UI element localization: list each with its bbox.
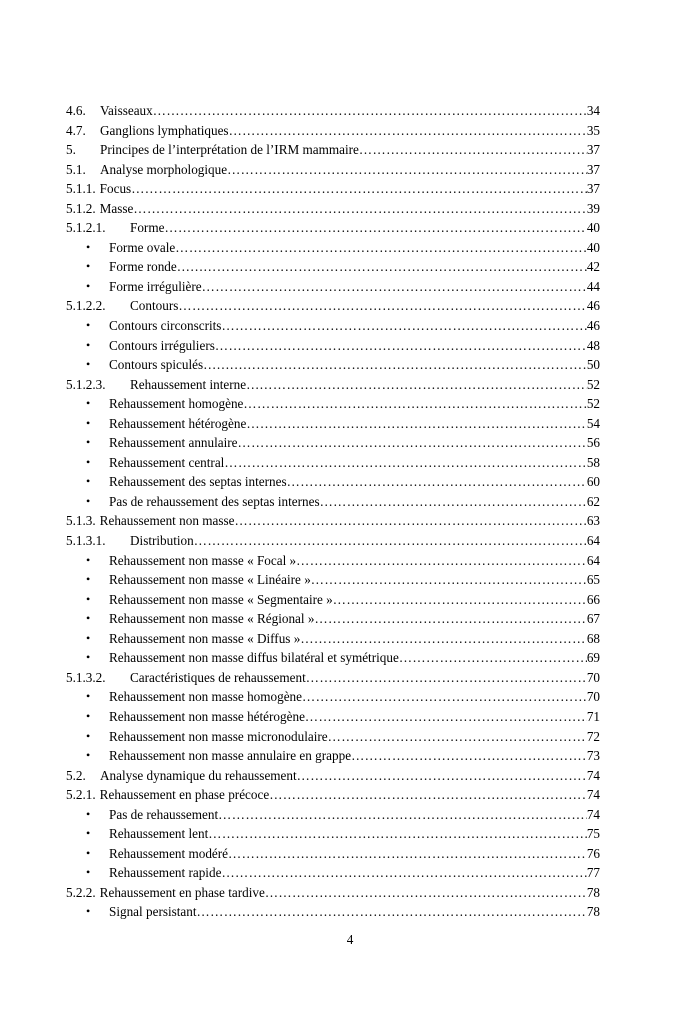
toc-entry bbox=[66, 531, 600, 551]
toc-entry-page: 78 bbox=[586, 884, 600, 900]
toc-entry-title: Rehaussement rapide bbox=[109, 865, 222, 881]
toc-entry-page: 75 bbox=[586, 826, 600, 842]
toc-entry bbox=[66, 746, 600, 766]
dot-leader bbox=[243, 355, 587, 375]
toc-entry-page: 68 bbox=[586, 630, 600, 646]
bullet-icon: • bbox=[86, 493, 91, 508]
toc-entry-title: Ganglions lymphatiques bbox=[100, 122, 229, 138]
toc-entry-page: 77 bbox=[586, 865, 600, 881]
toc-entry bbox=[66, 218, 600, 238]
toc-entry-page: 60 bbox=[586, 474, 600, 490]
toc-entry-title: Rehaussement annulaire bbox=[109, 435, 238, 451]
toc-entry bbox=[66, 511, 600, 531]
toc-entry-page: 76 bbox=[586, 845, 600, 861]
toc-entry-page: 70 bbox=[586, 669, 600, 685]
toc-entry-page: 37 bbox=[586, 161, 600, 177]
toc-entry-number: 5.1.2.1. bbox=[66, 220, 106, 236]
bullet-icon: • bbox=[86, 318, 91, 333]
bullet-icon: • bbox=[86, 454, 91, 469]
dot-leader bbox=[238, 433, 587, 453]
dot-leader bbox=[221, 863, 586, 883]
page-number: 4 bbox=[346, 932, 354, 947]
dot-leader bbox=[202, 277, 587, 297]
dot-leader bbox=[297, 766, 587, 786]
toc-entry bbox=[66, 629, 600, 649]
toc-entry bbox=[66, 687, 600, 707]
toc-entry-title: Focus bbox=[99, 181, 132, 197]
toc-entry bbox=[66, 121, 600, 141]
toc-entry-title: Caractéristiques de rehaussement bbox=[130, 669, 306, 685]
table-of-contents bbox=[66, 101, 600, 922]
toc-entry-title: Rehaussement non masse micronodulaire bbox=[109, 728, 328, 744]
dot-leader bbox=[131, 179, 587, 199]
toc-entry-title: Rehaussement non masse « Focal » bbox=[109, 552, 297, 568]
toc-entry-number: 5.2.2. bbox=[66, 884, 96, 900]
toc-entry-page: 74 bbox=[586, 806, 600, 822]
toc-entry-title: Rehaussement non masse hétérogène bbox=[109, 708, 305, 724]
dot-leader bbox=[311, 570, 587, 590]
toc-entry-title: Analyse dynamique du rehaussement bbox=[100, 767, 297, 783]
dot-leader bbox=[328, 727, 587, 747]
toc-entry-number: 5.1.2.3. bbox=[66, 376, 106, 392]
toc-entry bbox=[66, 316, 600, 336]
toc-entry-title: Forme bbox=[130, 220, 165, 236]
toc-entry bbox=[66, 433, 600, 453]
toc-entry-number: 5.2. bbox=[66, 767, 86, 783]
toc-entry-page: 65 bbox=[586, 572, 600, 588]
dot-leader bbox=[265, 883, 587, 903]
toc-entry bbox=[66, 648, 600, 668]
dot-leader bbox=[229, 121, 587, 141]
toc-entry-title: Rehaussement non masse annulaire en grappe bbox=[109, 748, 352, 764]
toc-entry-title: Analyse morphologique bbox=[100, 161, 228, 177]
toc-entry-title: Rehaussement non masse « Linéaire » bbox=[109, 572, 311, 588]
bullet-icon: • bbox=[86, 845, 91, 860]
toc-entry-page: 34 bbox=[586, 103, 600, 118]
bullet-icon: • bbox=[86, 357, 91, 372]
toc-entry-title: Rehaussement modéré bbox=[109, 845, 229, 861]
toc-entry bbox=[66, 394, 600, 414]
toc-entry-title: Masse bbox=[99, 200, 134, 216]
toc-entry-page: 52 bbox=[586, 376, 600, 392]
dot-leader bbox=[234, 511, 586, 531]
bullet-icon: • bbox=[86, 689, 91, 704]
dot-leader bbox=[208, 824, 587, 844]
toc-entry-page: 78 bbox=[586, 904, 600, 920]
toc-entry-page: 48 bbox=[586, 337, 600, 353]
toc-entry bbox=[66, 375, 600, 395]
toc-entry-page: 74 bbox=[586, 787, 600, 803]
bullet-icon: • bbox=[86, 278, 91, 293]
dot-leader bbox=[224, 453, 586, 473]
dot-leader bbox=[175, 238, 587, 258]
dot-leader bbox=[164, 218, 586, 238]
toc-entry bbox=[66, 238, 600, 258]
toc-entry bbox=[66, 805, 600, 825]
dot-leader bbox=[228, 844, 587, 864]
bullet-icon: • bbox=[86, 239, 91, 254]
dot-leader bbox=[243, 394, 586, 414]
dot-leader bbox=[300, 629, 586, 649]
bullet-icon: • bbox=[86, 415, 91, 430]
toc-entry-title: Rehaussement en phase tardive bbox=[99, 884, 265, 900]
toc-entry bbox=[66, 257, 600, 277]
bullet-icon: • bbox=[86, 826, 91, 841]
toc-entry-page: 50 bbox=[586, 357, 600, 373]
toc-entry bbox=[66, 766, 600, 786]
toc-entry bbox=[66, 863, 600, 883]
dot-leader bbox=[153, 101, 587, 121]
bullet-icon: • bbox=[86, 552, 91, 567]
toc-entry bbox=[66, 883, 600, 903]
toc-entry-number: 5.2.1. bbox=[66, 787, 96, 803]
dot-leader bbox=[296, 551, 587, 571]
toc-entry-page: 64 bbox=[586, 552, 600, 568]
toc-entry-title: Rehaussement homogène bbox=[109, 396, 244, 412]
toc-entry-title: Rehaussement non masse bbox=[99, 513, 235, 529]
toc-entry bbox=[66, 179, 600, 199]
toc-entry-number: 5.1.3.1. bbox=[66, 533, 106, 549]
bullet-icon: • bbox=[86, 435, 91, 450]
dot-leader bbox=[287, 472, 587, 492]
toc-entry-page: 37 bbox=[586, 181, 600, 197]
toc-entry-number: 5.1. bbox=[66, 161, 86, 177]
bullet-icon: • bbox=[86, 591, 91, 606]
dot-leader bbox=[218, 805, 587, 825]
bullet-icon: • bbox=[86, 728, 91, 743]
dot-leader bbox=[302, 687, 587, 707]
dot-leader bbox=[399, 648, 587, 668]
toc-entry bbox=[66, 668, 600, 688]
toc-entry-title: Forme irrégulière bbox=[109, 278, 202, 294]
dot-leader bbox=[227, 160, 587, 180]
dot-leader bbox=[259, 375, 587, 395]
toc-entry bbox=[66, 296, 600, 316]
toc-entry bbox=[66, 199, 600, 219]
dot-leader bbox=[178, 296, 586, 316]
bullet-icon: • bbox=[86, 630, 91, 645]
bullet-icon: • bbox=[86, 572, 91, 587]
toc-entry-page: 69 bbox=[586, 650, 600, 666]
toc-entry bbox=[66, 472, 600, 492]
dot-leader bbox=[269, 785, 587, 805]
toc-entry-page: 72 bbox=[586, 728, 600, 744]
toc-entry-page: 70 bbox=[586, 689, 600, 705]
toc-entry-title: Rehaussement non masse homogène bbox=[109, 689, 303, 705]
dot-leader bbox=[197, 902, 587, 922]
toc-entry-title: Pas de rehaussement des septas internes bbox=[109, 493, 320, 509]
toc-entry bbox=[66, 140, 600, 160]
toc-entry-page: 66 bbox=[586, 591, 600, 607]
toc-entry-title: Rehaussement central bbox=[109, 454, 225, 470]
toc-entry-title: Principes de l’interprétation de l’IRM mammaire bbox=[100, 142, 359, 158]
toc-entry bbox=[66, 101, 600, 121]
toc-entry-number: 5.1.2.2. bbox=[66, 298, 106, 314]
toc-entry bbox=[66, 727, 600, 747]
toc-entry bbox=[66, 453, 600, 473]
bullet-icon: • bbox=[86, 865, 91, 880]
toc-entry-page: 56 bbox=[586, 435, 600, 451]
toc-entry-title: Rehaussement non masse « Diffus » bbox=[109, 630, 301, 646]
toc-entry-title: Forme ronde…… bbox=[109, 259, 204, 275]
dot-leader bbox=[194, 531, 587, 551]
toc-entry-page: 63 bbox=[586, 513, 600, 529]
toc-entry bbox=[66, 414, 600, 434]
toc-entry-title: Contours circonscrits bbox=[109, 318, 222, 334]
toc-entry-title: Rehaussement non masse « Segmentaire » bbox=[109, 591, 333, 607]
toc-entry-page: 46 bbox=[586, 318, 600, 334]
toc-entry bbox=[66, 844, 600, 864]
toc-entry-title: Rehaussement en phase précoce bbox=[99, 787, 270, 803]
bullet-icon: • bbox=[86, 474, 91, 489]
toc-entry-page: 64 bbox=[586, 533, 600, 549]
toc-entry-page: 40 bbox=[586, 220, 600, 236]
toc-entry-title: Rehaussement non masse « Régional » bbox=[109, 611, 315, 627]
bullet-icon: • bbox=[86, 708, 91, 723]
toc-entry bbox=[66, 824, 600, 844]
toc-entry bbox=[66, 590, 600, 610]
toc-entry-page: 40 bbox=[586, 239, 600, 255]
toc-entry-title: Vaisseaux bbox=[100, 103, 153, 118]
bullet-icon: • bbox=[86, 611, 91, 626]
bullet-icon: • bbox=[86, 806, 91, 821]
toc-entry-page: 54 bbox=[586, 415, 600, 431]
toc-entry bbox=[66, 551, 600, 571]
toc-entry bbox=[66, 492, 600, 512]
toc-entry-page: 52 bbox=[586, 396, 600, 412]
toc-entry-number: 4.6. bbox=[66, 103, 86, 118]
toc-entry-title: Rehaussement non masse diffus bilatéral et symétrique bbox=[109, 650, 399, 666]
toc-entry bbox=[66, 707, 600, 727]
toc-entry-page: 46 bbox=[586, 298, 600, 314]
toc-entry-page: 35 bbox=[586, 122, 600, 138]
toc-entry-title: Rehaussement interne… bbox=[130, 376, 260, 392]
dot-leader bbox=[203, 257, 587, 277]
toc-entry-title: Rehaussement des septas internes bbox=[109, 474, 287, 490]
toc-entry-title: Rehaussement lent bbox=[109, 826, 209, 842]
dot-leader bbox=[306, 668, 587, 688]
toc-entry-page: 73 bbox=[586, 748, 600, 764]
toc-entry-title: Distribution bbox=[130, 533, 194, 549]
toc-entry bbox=[66, 336, 600, 356]
dot-leader bbox=[359, 140, 587, 160]
dot-leader bbox=[314, 609, 586, 629]
toc-entry-page: 67 bbox=[586, 611, 600, 627]
dot-leader bbox=[215, 336, 587, 356]
toc-entry-title: Contours irréguliers bbox=[109, 337, 215, 353]
bullet-icon: • bbox=[86, 904, 91, 919]
dot-leader bbox=[221, 316, 586, 336]
dot-leader bbox=[320, 492, 587, 512]
toc-entry-number: 5.1.2. bbox=[66, 200, 96, 216]
bullet-icon: • bbox=[86, 650, 91, 665]
bullet-icon: • bbox=[86, 259, 91, 274]
toc-entry bbox=[66, 570, 600, 590]
toc-entry-title: Pas de rehaussement bbox=[109, 806, 219, 822]
dot-leader bbox=[133, 199, 586, 219]
bullet-icon: • bbox=[86, 337, 91, 352]
bullet-icon: • bbox=[86, 396, 91, 411]
bullet-icon: • bbox=[86, 748, 91, 763]
dot-leader bbox=[333, 590, 587, 610]
toc-entry-page: 42 bbox=[586, 259, 600, 275]
toc-entry-title: Contours spiculés……… bbox=[109, 357, 243, 373]
dot-leader bbox=[305, 707, 587, 727]
toc-entry bbox=[66, 355, 600, 375]
toc-entry-page: 62 bbox=[586, 493, 600, 509]
toc-entry-number: 5. bbox=[66, 142, 76, 158]
toc-entry-page: 39 bbox=[586, 200, 600, 216]
toc-entry-number: 5.1.1. bbox=[66, 181, 96, 197]
toc-entry bbox=[66, 609, 600, 629]
dot-leader bbox=[246, 414, 586, 434]
toc-entry-title: Forme ovale bbox=[109, 239, 176, 255]
toc-entry-page: 58 bbox=[586, 454, 600, 470]
toc-entry bbox=[66, 785, 600, 805]
toc-entry-number: 4.7. bbox=[66, 122, 86, 138]
dot-leader bbox=[351, 746, 587, 766]
toc-entry bbox=[66, 160, 600, 180]
toc-entry-page: 37 bbox=[586, 142, 600, 158]
toc-entry bbox=[66, 902, 600, 922]
toc-entry-page: 71 bbox=[586, 708, 600, 724]
toc-entry-title: Signal persistant bbox=[109, 904, 197, 920]
toc-entry-number: 5.1.3. bbox=[66, 513, 96, 529]
toc-entry-title: Contours bbox=[130, 298, 179, 314]
toc-entry-page: 74 bbox=[586, 767, 600, 783]
toc-entry bbox=[66, 277, 600, 297]
toc-entry-number: 5.1.3.2. bbox=[66, 669, 106, 685]
toc-entry-title: Rehaussement hétérogène bbox=[109, 415, 247, 431]
toc-entry-page: 44 bbox=[586, 278, 600, 294]
